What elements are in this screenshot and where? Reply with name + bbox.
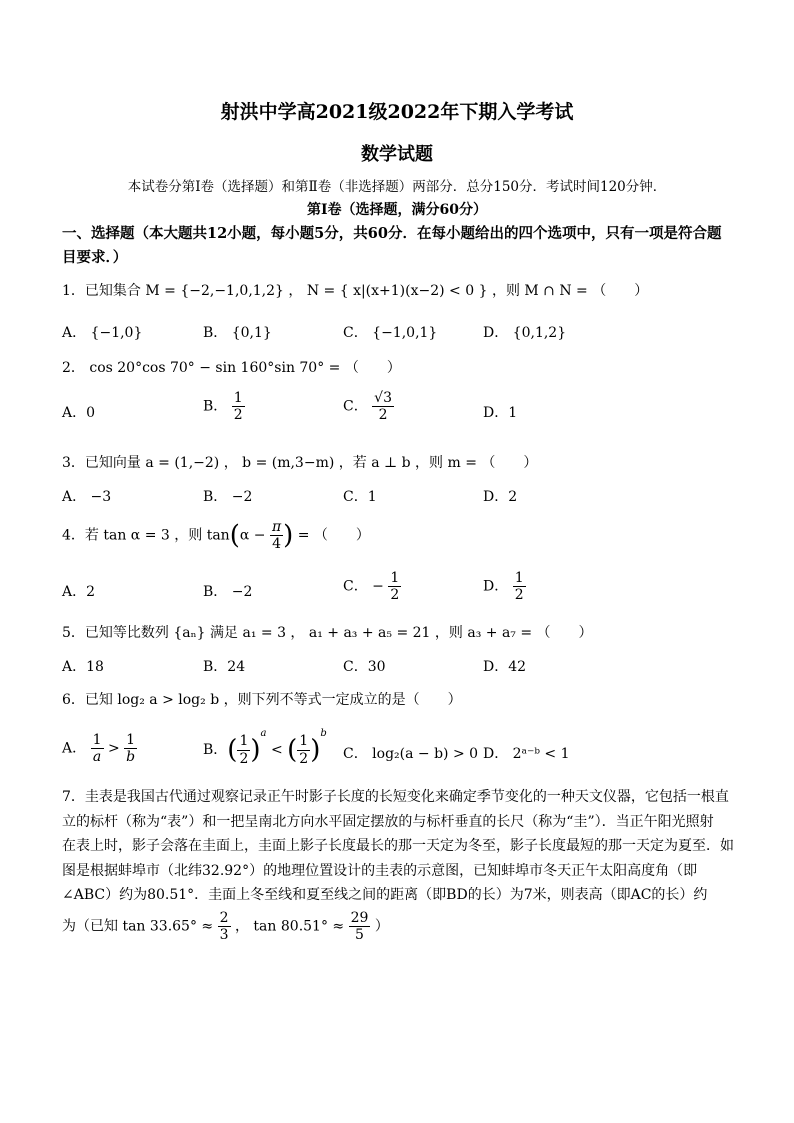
option-label: B． — [203, 398, 228, 415]
question-3-option-a: A． −3 — [62, 489, 112, 505]
option-label: A． — [62, 740, 87, 757]
question-6-option-d: D． 2ᵃ⁻ᵇ < 1 — [483, 746, 570, 762]
question-4-stem — [62, 519, 370, 552]
question-7-line: 7．圭表是我国古代通过观察记录正午时影子长度的长短变化来确定季节变化的一种天文仪器，它包括一根直 — [62, 789, 729, 805]
question-2-option-b — [203, 390, 245, 423]
right-paren: ) — [310, 735, 321, 765]
numerator: 2 — [219, 910, 229, 926]
stem-text: 为（已知 tan 33.65° ≈ — [62, 918, 214, 935]
stem-text: ， tan 80.51° ≈ — [234, 918, 345, 935]
stem-text: = （ ） — [297, 527, 370, 544]
question-3-stem: 3．已知向量 a = (1,−2) ， b = (m,3−m) ，若 a ⊥ b ，则 m = （ ） — [62, 455, 538, 471]
question-4-option-b: B． −2 — [203, 584, 253, 600]
numerator: 1 — [390, 570, 400, 586]
question-1-option-a: A． {−1,0} — [62, 325, 143, 341]
question-4-option-c — [343, 570, 401, 603]
question-1-stem: 1．已知集合 M = {−2,−1,0,1,2} ， N = { x|(x+1)(x−2) < 0 } ，则 M ∩ N = （ ） — [62, 283, 649, 299]
fraction — [124, 732, 137, 765]
option-label: C． — [343, 398, 368, 415]
fraction — [270, 519, 283, 552]
question-7-last-line — [62, 910, 389, 943]
denominator: 4 — [272, 536, 281, 553]
denominator: a — [92, 749, 102, 766]
right-paren: ) — [250, 735, 261, 765]
numerator: 1 — [92, 732, 102, 748]
denominator: 2 — [390, 587, 400, 604]
question-6-option-c: C． log₂(a − b) > 0 — [343, 746, 479, 762]
exponent: a — [260, 728, 267, 739]
fraction — [513, 570, 526, 603]
operator: < — [270, 742, 283, 758]
question-1-option-b: B． {0,1} — [203, 325, 272, 341]
denominator: 2 — [299, 750, 309, 767]
exam-intro: 本试卷分第Ⅰ卷（选择题）和第Ⅱ卷（非选择题）两部分．总分150分．考试时间120分钟． — [127, 179, 667, 195]
fraction — [232, 390, 245, 423]
left-paren: ( — [227, 735, 238, 765]
numerator: 1 — [514, 570, 524, 586]
left-paren: ( — [287, 735, 298, 765]
exam-title: 射洪中学高2021级2022年下期入学考试 — [220, 101, 574, 123]
numerator: 1 — [299, 733, 309, 750]
right-paren: ) — [283, 520, 294, 551]
denominator: 3 — [219, 927, 229, 944]
numerator: 29 — [350, 910, 369, 926]
question-6-option-b — [203, 728, 327, 767]
left-paren: ( — [229, 520, 240, 551]
fraction — [349, 910, 371, 943]
question-2-option-d: D．1 — [483, 405, 518, 421]
denominator: 2 — [239, 750, 249, 767]
question-6-stem: 6．已知 log₂ a > log₂ b ，则下列不等式一定成立的是（ ） — [62, 692, 462, 708]
denominator: 2 — [378, 407, 388, 424]
question-7-text — [62, 785, 734, 908]
question-2-option-c — [343, 390, 394, 423]
fraction — [237, 733, 250, 766]
option-label: D． — [483, 578, 509, 595]
question-1-option-c: C． {−1,0,1} — [343, 325, 438, 341]
option-label: B． — [203, 742, 228, 758]
question-4-option-d — [483, 570, 526, 603]
question-5-option-c: C．30 — [343, 659, 386, 675]
question-5-stem: 5．已知等比数列 {aₙ} 满足 a₁ = 3 ， a₁ + a₃ + a₅ = 21 ，则 a₃ + a₇ = （ ） — [62, 625, 593, 641]
exponent: b — [320, 728, 327, 739]
question-5-option-b: B．24 — [203, 659, 246, 675]
question-5-option-d: D．42 — [483, 659, 527, 675]
question-7-line: 立的标杆（称为“表”）和一把呈南北方向水平固定摆放的与标杆垂直的长尺（称为“圭”）．当正午阳光照射 — [62, 813, 714, 830]
numerator: 1 — [126, 732, 136, 748]
question-7-line: 在表上时，影子会落在圭面上，圭面上影子长度最长的那一天定为冬至，影子长度最短的那一天定为夏至．如 — [62, 838, 734, 854]
exam-subtitle: 数学试题 — [361, 144, 433, 165]
question-4-option-a: A．2 — [62, 584, 96, 600]
option-label: C． − — [343, 578, 384, 595]
numerator: √3 — [374, 390, 392, 406]
fraction — [91, 732, 104, 765]
question-1-option-d: D． {0,1,2} — [483, 325, 567, 341]
question-5-option-a: A．18 — [62, 659, 104, 675]
question-3-option-c: C．1 — [343, 489, 377, 505]
denominator: 5 — [355, 927, 364, 944]
fraction — [388, 570, 401, 603]
question-7-line: ∠ABC）约为80.51°．圭面上冬至线和夏至线之间的距离（即BD的长）为7米，则表高（即AC的长）约 — [62, 887, 708, 903]
fraction — [372, 390, 394, 423]
denominator: 2 — [514, 587, 524, 604]
fraction — [297, 733, 310, 766]
question-6-option-a — [62, 732, 137, 765]
denominator: b — [126, 749, 136, 766]
numerator: 1 — [239, 733, 249, 750]
denominator: 2 — [233, 407, 243, 424]
stem-text: 4．若 tan α = 3 ，则 tan — [62, 527, 230, 544]
operator: > — [107, 740, 120, 757]
stem-text: α − — [239, 527, 266, 544]
numerator: 1 — [233, 390, 243, 406]
question-2-stem: 2． cos 20°cos 70° − sin 160°sin 70° = （ ） — [62, 360, 401, 376]
question-3-option-d: D．2 — [483, 489, 518, 505]
question-3-option-b: B． −2 — [203, 489, 253, 505]
numerator: π — [271, 519, 282, 535]
question-2-option-a: A．0 — [62, 405, 96, 421]
section1-heading: 一、选择题（本大题共12小题，每小题5分，共60分．在每小题给出的四个选项中，只有一项是符合题目要求．） — [62, 225, 722, 266]
question-7-line: 图是根据蚌埠市（北纬32.92°）的地理位置设计的圭表的示意图，已知蚌埠市冬天正午太阳高度角（即 — [62, 862, 698, 879]
stem-text: ） — [374, 918, 389, 935]
part1-heading: 第Ⅰ卷（选择题，满分60分） — [306, 202, 488, 218]
fraction — [218, 910, 231, 943]
